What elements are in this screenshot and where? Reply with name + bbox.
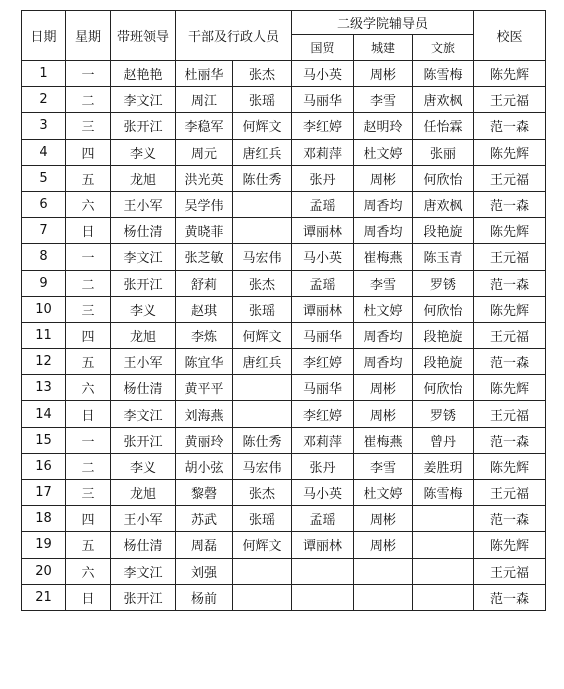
date-cell: 8 (22, 244, 66, 270)
doctor-cell: 陈先辉 (474, 532, 546, 558)
weekday-cell: 日 (66, 401, 111, 427)
header-date: 日期 (22, 11, 66, 61)
chengjian-cell: 周彬 (354, 375, 413, 401)
cadre-cell-1: 舒莉 (176, 270, 233, 296)
cadre-cell-2: 何辉文 (233, 322, 292, 348)
cadre-cell-2: 何辉文 (233, 113, 292, 139)
table-row (22, 401, 546, 427)
wenlv-cell: 任怡霖 (413, 113, 474, 139)
cadre-cell-1: 杨前 (176, 584, 233, 610)
cadre-cell-1: 苏武 (176, 506, 233, 532)
wenlv-cell: 曾丹 (413, 427, 474, 453)
weekday-cell: 四 (66, 139, 111, 165)
guomao-cell: 马丽华 (292, 322, 354, 348)
table-row (22, 584, 546, 610)
leader-cell: 杨仕清 (111, 375, 176, 401)
leader-cell: 张开江 (111, 270, 176, 296)
header-leader: 带班领导 (111, 11, 176, 61)
wenlv-cell: 何欣怡 (413, 296, 474, 322)
leader-cell: 龙旭 (111, 322, 176, 348)
guomao-cell: 张丹 (292, 165, 354, 191)
wenlv-cell: 段艳旋 (413, 218, 474, 244)
chengjian-cell: 崔梅燕 (354, 427, 413, 453)
date-cell: 17 (22, 480, 66, 506)
chengjian-cell: 李雪 (354, 270, 413, 296)
cadre-cell-1: 赵琪 (176, 296, 233, 322)
chengjian-cell: 周彬 (354, 532, 413, 558)
weekday-cell: 一 (66, 427, 111, 453)
weekday-cell: 二 (66, 87, 111, 113)
leader-cell: 李义 (111, 296, 176, 322)
guomao-cell: 李红婷 (292, 113, 354, 139)
guomao-cell: 邓莉萍 (292, 427, 354, 453)
date-cell: 10 (22, 296, 66, 322)
weekday-cell: 二 (66, 453, 111, 479)
table-row (22, 453, 546, 479)
cadre-cell-2 (233, 584, 292, 610)
cadre-cell-2: 陈仕秀 (233, 427, 292, 453)
date-cell: 6 (22, 191, 66, 217)
date-cell: 14 (22, 401, 66, 427)
cadre-cell-1: 黄平平 (176, 375, 233, 401)
cadre-cell-2 (233, 191, 292, 217)
cadre-cell-2: 陈仕秀 (233, 165, 292, 191)
table-row (22, 87, 546, 113)
guomao-cell: 张丹 (292, 453, 354, 479)
wenlv-cell: 张丽 (413, 139, 474, 165)
cadre-cell-1: 张芝敏 (176, 244, 233, 270)
chengjian-cell: 崔梅燕 (354, 244, 413, 270)
weekday-cell: 一 (66, 61, 111, 87)
doctor-cell: 范一森 (474, 427, 546, 453)
cadre-cell-2: 唐红兵 (233, 139, 292, 165)
weekday-cell: 三 (66, 296, 111, 322)
date-cell: 16 (22, 453, 66, 479)
leader-cell: 赵艳艳 (111, 61, 176, 87)
table-row (22, 532, 546, 558)
chengjian-cell (354, 584, 413, 610)
weekday-cell: 日 (66, 584, 111, 610)
chengjian-cell: 周香均 (354, 218, 413, 244)
cadre-cell-1: 刘强 (176, 558, 233, 584)
cadre-cell-1: 黄晓菲 (176, 218, 233, 244)
doctor-cell: 范一森 (474, 584, 546, 610)
cadre-cell-1: 吴学伟 (176, 191, 233, 217)
cadre-cell-2: 张瑶 (233, 87, 292, 113)
chengjian-cell: 周香均 (354, 322, 413, 348)
weekday-cell: 六 (66, 191, 111, 217)
wenlv-cell (413, 506, 474, 532)
weekday-cell: 六 (66, 375, 111, 401)
header-guomao: 国贸 (292, 35, 354, 61)
guomao-cell: 马小英 (292, 61, 354, 87)
guomao-cell: 李红婷 (292, 349, 354, 375)
date-cell: 15 (22, 427, 66, 453)
leader-cell: 李文江 (111, 87, 176, 113)
guomao-cell: 谭丽林 (292, 218, 354, 244)
cadre-cell-1: 刘海燕 (176, 401, 233, 427)
date-cell: 9 (22, 270, 66, 296)
guomao-cell: 邓莉萍 (292, 139, 354, 165)
table-row (22, 558, 546, 584)
doctor-cell: 陈先辉 (474, 296, 546, 322)
guomao-cell: 孟瑶 (292, 270, 354, 296)
date-cell: 1 (22, 61, 66, 87)
wenlv-cell (413, 532, 474, 558)
guomao-cell: 孟瑶 (292, 191, 354, 217)
table-body (22, 61, 546, 611)
weekday-cell: 二 (66, 270, 111, 296)
cadre-cell-2: 唐红兵 (233, 349, 292, 375)
doctor-cell: 陈先辉 (474, 453, 546, 479)
leader-cell: 张开江 (111, 113, 176, 139)
guomao-cell (292, 558, 354, 584)
cadre-cell-1: 胡小弦 (176, 453, 233, 479)
table-row (22, 244, 546, 270)
weekday-cell: 四 (66, 506, 111, 532)
leader-cell: 李义 (111, 139, 176, 165)
doctor-cell: 王元福 (474, 244, 546, 270)
date-cell: 2 (22, 87, 66, 113)
leader-cell: 王小军 (111, 506, 176, 532)
leader-cell: 李文江 (111, 244, 176, 270)
doctor-cell: 王元福 (474, 558, 546, 584)
table-row (22, 349, 546, 375)
wenlv-cell: 段艳旋 (413, 349, 474, 375)
header-cadre: 干部及行政人员 (176, 11, 292, 61)
chengjian-cell: 周彬 (354, 165, 413, 191)
leader-cell: 王小军 (111, 349, 176, 375)
cadre-cell-2: 张杰 (233, 270, 292, 296)
header-wenlv: 文旅 (413, 35, 474, 61)
table-row (22, 218, 546, 244)
cadre-cell-2: 张瑶 (233, 506, 292, 532)
wenlv-cell: 何欣怡 (413, 375, 474, 401)
doctor-cell: 王元福 (474, 322, 546, 348)
leader-cell: 王小军 (111, 191, 176, 217)
weekday-cell: 日 (66, 218, 111, 244)
cadre-cell-1: 李炼 (176, 322, 233, 348)
guomao-cell: 马丽华 (292, 375, 354, 401)
doctor-cell: 范一森 (474, 113, 546, 139)
date-cell: 7 (22, 218, 66, 244)
table-row (22, 61, 546, 87)
doctor-cell: 陈先辉 (474, 61, 546, 87)
leader-cell: 李文江 (111, 401, 176, 427)
doctor-cell: 陈先辉 (474, 218, 546, 244)
weekday-cell: 三 (66, 480, 111, 506)
leader-cell: 张开江 (111, 427, 176, 453)
cadre-cell-2 (233, 401, 292, 427)
leader-cell: 龙旭 (111, 165, 176, 191)
date-cell: 3 (22, 113, 66, 139)
date-cell: 21 (22, 584, 66, 610)
date-cell: 19 (22, 532, 66, 558)
cadre-cell-2 (233, 375, 292, 401)
table-row (22, 480, 546, 506)
header-chengjian: 城建 (354, 35, 413, 61)
wenlv-cell (413, 584, 474, 610)
cadre-cell-1: 周元 (176, 139, 233, 165)
cadre-cell-1: 洪光英 (176, 165, 233, 191)
table-row (22, 296, 546, 322)
date-cell: 12 (22, 349, 66, 375)
cadre-cell-1: 李稳军 (176, 113, 233, 139)
table-row (22, 165, 546, 191)
date-cell: 18 (22, 506, 66, 532)
table-row (22, 270, 546, 296)
table-header (22, 11, 546, 61)
weekday-cell: 五 (66, 165, 111, 191)
cadre-cell-1: 陈宜华 (176, 349, 233, 375)
date-cell: 4 (22, 139, 66, 165)
table-row (22, 191, 546, 217)
cadre-cell-1: 杜丽华 (176, 61, 233, 87)
doctor-cell: 陈先辉 (474, 375, 546, 401)
wenlv-cell: 何欣怡 (413, 165, 474, 191)
wenlv-cell (413, 558, 474, 584)
guomao-cell: 马小英 (292, 244, 354, 270)
doctor-cell: 范一森 (474, 270, 546, 296)
weekday-cell: 五 (66, 349, 111, 375)
doctor-cell: 王元福 (474, 165, 546, 191)
date-cell: 13 (22, 375, 66, 401)
chengjian-cell: 周香均 (354, 349, 413, 375)
leader-cell: 张开江 (111, 584, 176, 610)
doctor-cell: 范一森 (474, 506, 546, 532)
guomao-cell: 马丽华 (292, 87, 354, 113)
weekday-cell: 四 (66, 322, 111, 348)
chengjian-cell: 赵明玲 (354, 113, 413, 139)
date-cell: 11 (22, 322, 66, 348)
doctor-cell: 范一森 (474, 191, 546, 217)
cadre-cell-1: 周江 (176, 87, 233, 113)
chengjian-cell: 杜文婷 (354, 480, 413, 506)
weekday-cell: 六 (66, 558, 111, 584)
table-row (22, 113, 546, 139)
doctor-cell: 范一森 (474, 349, 546, 375)
leader-cell: 李文江 (111, 558, 176, 584)
weekday-cell: 五 (66, 532, 111, 558)
cadre-cell-2: 张杰 (233, 61, 292, 87)
chengjian-cell: 周彬 (354, 401, 413, 427)
cadre-cell-1: 黄丽玲 (176, 427, 233, 453)
chengjian-cell: 周彬 (354, 61, 413, 87)
leader-cell: 李义 (111, 453, 176, 479)
chengjian-cell: 杜文婷 (354, 296, 413, 322)
guomao-cell: 李红婷 (292, 401, 354, 427)
cadre-cell-2: 何辉文 (233, 532, 292, 558)
chengjian-cell: 周香均 (354, 191, 413, 217)
wenlv-cell: 陈雪梅 (413, 61, 474, 87)
weekday-cell: 一 (66, 244, 111, 270)
doctor-cell: 陈先辉 (474, 139, 546, 165)
chengjian-cell (354, 558, 413, 584)
guomao-cell (292, 584, 354, 610)
wenlv-cell: 段艳旋 (413, 322, 474, 348)
chengjian-cell: 周彬 (354, 506, 413, 532)
doctor-cell: 王元福 (474, 480, 546, 506)
guomao-cell: 谭丽林 (292, 532, 354, 558)
chengjian-cell: 李雪 (354, 453, 413, 479)
chengjian-cell: 杜文婷 (354, 139, 413, 165)
table-row (22, 375, 546, 401)
cadre-cell-1: 周磊 (176, 532, 233, 558)
cadre-cell-2 (233, 218, 292, 244)
leader-cell: 龙旭 (111, 480, 176, 506)
table-row (22, 506, 546, 532)
header-counselor-group: 二级学院辅导员 (292, 11, 474, 35)
doctor-cell: 王元福 (474, 401, 546, 427)
wenlv-cell: 陈玉青 (413, 244, 474, 270)
wenlv-cell: 陈雪梅 (413, 480, 474, 506)
cadre-cell-2: 马宏伟 (233, 244, 292, 270)
wenlv-cell: 唐欢枫 (413, 87, 474, 113)
table-row (22, 427, 546, 453)
wenlv-cell: 罗锈 (413, 401, 474, 427)
header-doctor: 校医 (474, 11, 546, 61)
cadre-cell-2: 张杰 (233, 480, 292, 506)
cadre-cell-1: 黎磬 (176, 480, 233, 506)
leader-cell: 杨仕清 (111, 218, 176, 244)
table-row (22, 139, 546, 165)
header-weekday: 星期 (66, 11, 111, 61)
wenlv-cell: 姜胜玥 (413, 453, 474, 479)
leader-cell: 杨仕清 (111, 532, 176, 558)
guomao-cell: 孟瑶 (292, 506, 354, 532)
guomao-cell: 谭丽林 (292, 296, 354, 322)
chengjian-cell: 李雪 (354, 87, 413, 113)
table-row (22, 322, 546, 348)
cadre-cell-2: 张瑶 (233, 296, 292, 322)
cadre-cell-2 (233, 558, 292, 584)
date-cell: 5 (22, 165, 66, 191)
date-cell: 20 (22, 558, 66, 584)
doctor-cell: 王元福 (474, 87, 546, 113)
duty-roster-table (21, 10, 546, 611)
cadre-cell-2: 马宏伟 (233, 453, 292, 479)
wenlv-cell: 罗锈 (413, 270, 474, 296)
wenlv-cell: 唐欢枫 (413, 191, 474, 217)
weekday-cell: 三 (66, 113, 111, 139)
guomao-cell: 马小英 (292, 480, 354, 506)
